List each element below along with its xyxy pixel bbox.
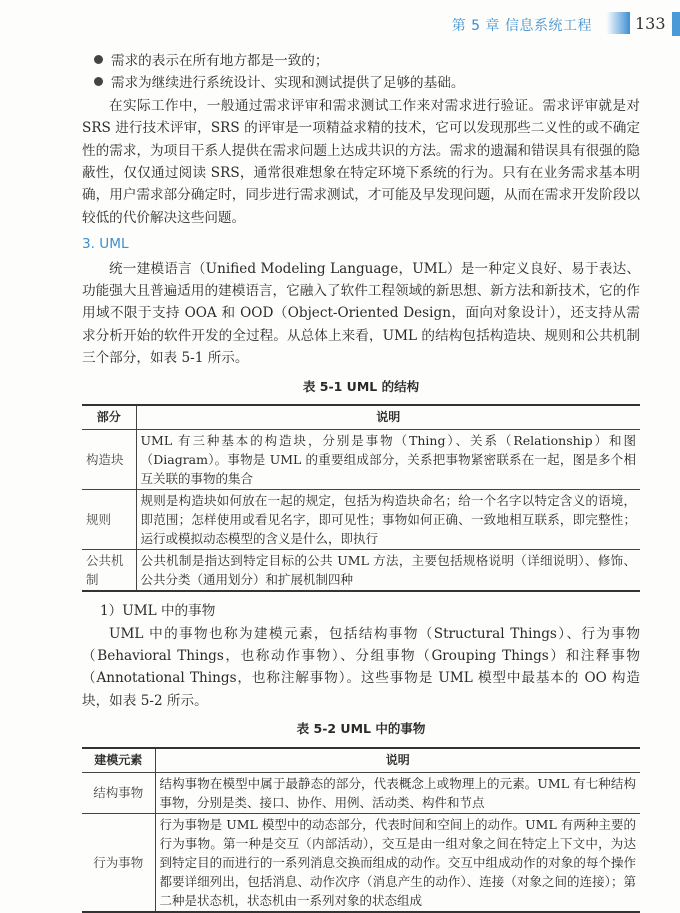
row-key: 构造块 bbox=[82, 430, 136, 490]
column-header: 建模元素 bbox=[82, 748, 155, 773]
bullet-icon bbox=[94, 55, 103, 64]
row-key: 结构事物 bbox=[82, 772, 155, 813]
table-row bbox=[82, 490, 640, 550]
column-header: 说明 bbox=[136, 405, 640, 430]
row-key: 规则 bbox=[82, 490, 136, 550]
table-caption: 表 5-2 UML 中的事物 bbox=[296, 721, 426, 737]
chapter-title: 第 5 章 信息系统工程 bbox=[451, 18, 592, 34]
paragraph-uml-things: UML 中的事物也称为建模元素，包括结构事物（Structural Things）、行为事物（Behavioral Things，也称动作事物）、分组事物（Grouping Things）和注释事物（Annotational Things，也称注解事物）。这些事物是 UML 模型中最基本的 OO 构造块，如表 5-2 所示。 bbox=[82, 625, 640, 709]
section-heading: 3. UML bbox=[82, 236, 129, 253]
paragraph-verification: 在实际工作中，一般通过需求评审和需求测试工作来对需求进行验证。需求评审就是对 SRS 进行技术评审，SRS 的评审是一项精益求精的技术，它可以发现那些二义性的或不确定性的需求，为项目干系人提供在需求问题上达成共识的方法。需求的遗漏和错误具有很强的隐蔽性，仅仅通过阅读 SRS，通常很难想象在特定环境下系统的行为。只有在业务需求基本明确，用户需求部分确定时，同步进行需求测试，才可能及早发现问题，从而在需求开发阶段以较低的代价解决这些问题。 bbox=[82, 97, 640, 226]
bullet-text: 需求为继续进行系统设计、实现和测试提供了足够的基础。 bbox=[111, 75, 465, 92]
page-header bbox=[0, 12, 680, 36]
row-description: 结构事物在模型中属于最静态的部分，代表概念上或物理上的元素。UML 有七种结构事物，分别是类、接口、协作、用例、活动类、构件和节点 bbox=[155, 772, 640, 813]
row-description: 行为事物是 UML 模型中的动态部分，代表时间和空间上的动作。UML 有两种主要的行为事物。第一种是交互（内部活动），交互是由一组对象之间在特定上下文中，为达到特定目的而进行的一系列消息交换而组成的动作。交互中组成动作的对象的每个操作都要详细列出，包括消息、动作次序（消息产生的动作）、连接（对象之间的连接）；第二种是状态机，状态机由一系列对象的状态组成 bbox=[155, 813, 640, 912]
table-row bbox=[82, 550, 640, 592]
page-body bbox=[82, 50, 640, 913]
column-header: 部分 bbox=[82, 405, 136, 430]
column-header: 说明 bbox=[155, 748, 640, 773]
table-header-row bbox=[82, 748, 640, 773]
page-number: 133 bbox=[635, 14, 666, 33]
table-row bbox=[82, 430, 640, 490]
row-key: 公共机制 bbox=[82, 550, 136, 592]
header-gradient-block bbox=[606, 12, 630, 34]
uml-things-table bbox=[82, 747, 640, 913]
table-header-row bbox=[82, 405, 640, 430]
header-edge-strip bbox=[672, 12, 680, 36]
table-caption: 表 5-1 UML 的结构 bbox=[302, 378, 420, 394]
row-description: 规则是构造块如何放在一起的规定，包括为构造块命名；给一个名字以特定含义的语境，即范围；怎样使用或看见名字，即可见性；事物如何正确、一致地相互联系，即完整性；运行或模拟动态模型的含义是什么，即执行 bbox=[136, 490, 640, 550]
table-row bbox=[82, 772, 640, 813]
bullet-item bbox=[82, 50, 640, 72]
table-row bbox=[82, 813, 640, 912]
bullet-item bbox=[82, 72, 640, 94]
row-description: 公共机制是指达到特定目标的公共 UML 方法，主要包括规格说明（详细说明）、修饰、公共分类（通用划分）和扩展机制四种 bbox=[136, 550, 640, 592]
bullet-text: 需求的表示在所有地方都是一致的； bbox=[111, 53, 329, 69]
row-description: UML 有三种基本的构造块，分别是事物（Thing）、关系（Relationship）和图（Diagram）。事物是 UML 的重要组成部分，关系把事物紧密联系在一起，图是多个相互关联的事物的集合 bbox=[136, 430, 640, 490]
paragraph-uml-intro: 统一建模语言（Unified Modeling Language，UML）是一种定义良好、易于表达、功能强大且普遍适用的建模语言，它融入了软件工程领域的新思想、新方法和新技术，它的作用域不限于支持 OOA 和 OOD（Object-Oriented Design，面向对象设计），还支持从需求分析开始的软件开发的全过程。从总体上来看，UML 的结构包括构造块、规则和公共机制三个部分，如表 5-1 所示。 bbox=[82, 260, 640, 367]
bullet-icon bbox=[94, 77, 103, 86]
row-key: 行为事物 bbox=[82, 813, 155, 912]
uml-structure-table bbox=[82, 404, 640, 592]
subheading: 1）UML 中的事物 bbox=[100, 603, 216, 620]
